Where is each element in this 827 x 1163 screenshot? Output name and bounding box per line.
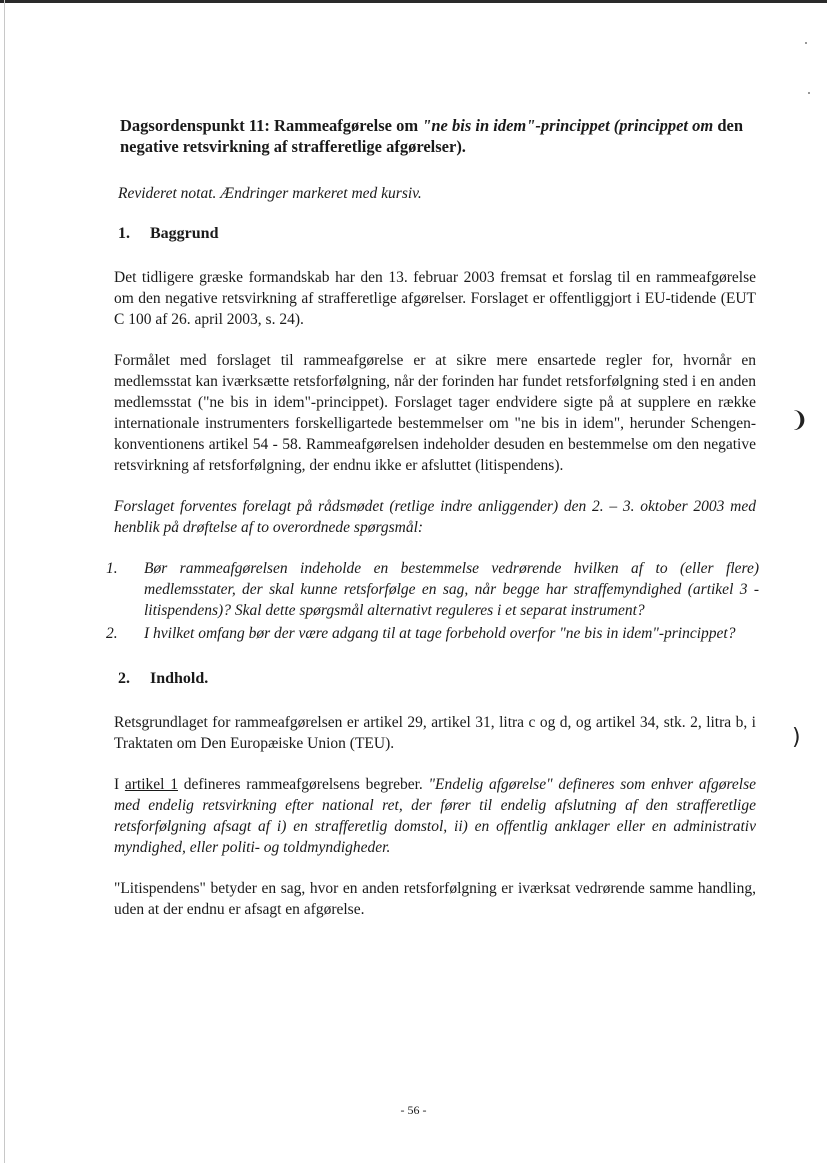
revision-note: Revideret notat. Ændringer markeret med kursiv. — [118, 185, 422, 202]
section-title: Indhold. — [150, 670, 209, 687]
article-1-reference: artikel 1 — [124, 776, 178, 793]
question-text: Bør rammeafgørelsen indeholde en bestemmelse vedrørende hvilken af to (eller flere) medlemsstater, der skal kunne retsforfølge en sag, når begge har straffemyndighed (artikel 3 - litispendens)? Skal dette spørgsmål alternativt reguleres i et separat instrument? — [144, 560, 759, 619]
paragraph-council-meeting: Forslaget forventes forelagt på rådsmødet (retlige indre anliggender) den 2. – 3. oktober 2003 med henblik på drøftelse af to overordnede spørgsmål: — [114, 498, 756, 536]
section-number: 2. — [118, 670, 130, 687]
heading-suffix: den negative retsvirkning af strafferetlige afgørelser). — [120, 116, 744, 156]
question-number: 1. — [106, 560, 118, 577]
scan-speck — [808, 92, 810, 94]
question-list — [104, 558, 760, 644]
heading-italic: "ne bis in idem"-princippet (princippet om — [422, 116, 714, 135]
margin-mark-icon: ❩ — [790, 408, 809, 433]
definitions-italic: "Endelig afgørelse" defineres som enhver afgørelse med endelig retsvirkning efter national ret, der fører til endelig afslutning af den strafferetlige retsforfølgning afsagt af i) en strafferetlig domstol, ii) en offentlig anklager eller en administrativ myndighed, eller politi- og toldmyndigheder. — [114, 776, 756, 856]
margin-mark-icon: ) — [792, 725, 801, 750]
section-heading-baggrund — [118, 225, 760, 243]
heading-prefix: Dagsordenspunkt 11: Rammeafgørelse om — [120, 116, 423, 135]
paragraph-litispendens: "Litispendens" betyder en sag, hvor en anden retsforfølgning er iværksat vedrørende samme handling, uden at der endnu er afsagt en afgørelse. — [114, 880, 756, 918]
scan-top-border — [0, 0, 827, 3]
paragraph-background-1: Det tidligere græske formandskab har den 13. februar 2003 fremsat et forslag til en rammeafgørelse om den negative retsvirkning af strafferetlige afgørelser. Forslaget er offentliggjort i EU-tidende (EUT C 100 af 26. april 2003, s. 24). — [114, 269, 756, 328]
list-item — [104, 623, 759, 644]
question-number: 2. — [106, 625, 118, 642]
section-heading-indhold — [118, 670, 760, 688]
scan-speck — [805, 42, 807, 44]
question-text: I hvilket omfang bør der være adgang til at tage forbehold overfor "ne bis in idem"-princippet? — [144, 625, 736, 642]
list-item — [104, 558, 759, 621]
paragraph-legal-basis: Retsgrundlaget for rammeafgørelsen er artikel 29, artikel 31, litra c og d, og artikel 34, stk. 2, litra b, i Traktaten om Den Europæiske Union (TEU). — [114, 714, 756, 752]
section-number: 1. — [118, 225, 130, 242]
scan-left-edge — [4, 0, 5, 1163]
definitions-pre: I — [114, 776, 125, 793]
paragraph-definitions — [114, 774, 756, 858]
section-title: Baggrund — [150, 225, 219, 242]
definitions-mid: defineres rammeafgørelsens begreber. — [177, 776, 429, 793]
agenda-heading — [120, 115, 765, 157]
document-page — [100, 115, 760, 940]
paragraph-background-2: Formålet med forslaget til rammeafgørelse er at sikre mere ensartede regler for, hvornår en medlemsstat kan iværksætte retsforfølgning, når der forinden har fundet retsforfølgning sted i en anden medlemsstat ("ne bis in idem"-princippet). Forslaget tager endvidere sigte på at supplere en række internationale instrumenters forskelligartede bestemmelser om "ne bis in idem", herunder Schengen-konventionens artikel 54 - 58. Rammeafgørelsen indeholder desuden en bestemmelse om den negative retsvirkning af retsforfølgning, der endnu ikke er afsluttet (litispendens). — [114, 352, 756, 474]
page-number: - 56 - — [400, 1103, 427, 1117]
